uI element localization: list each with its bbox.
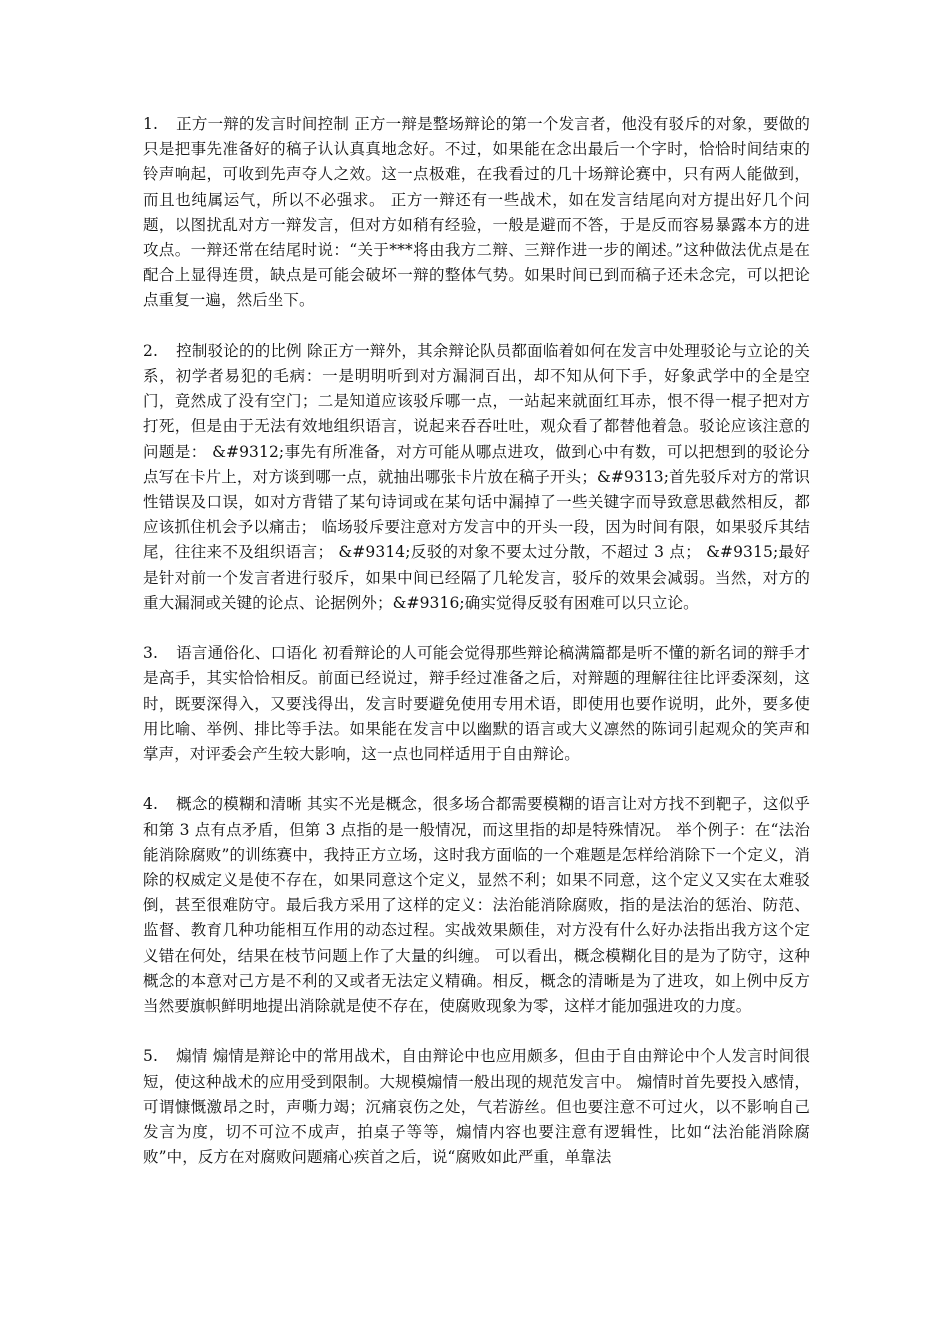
paragraph-text: 控制驳论的的比例 除正方一辩外，其余辩论队员都面临着如何在发言中处理驳论与立论的关系，初学者易犯的毛病：一是明明听到对方漏洞百出，却不知从何下手，好象武学中的全是空门，竟然成了没有空门；二是知道应该驳斥哪一点，一站起来就面红耳赤，恨不得一棍子把对方打死，但是由于无法有效地组织语言，说起来吞吞吐吐，观众看了都替他着急。驳论应该注意的问题是： &#9312;事先有所准备，对方可能从哪点进攻，做到心中有数，可以把想到的驳论分点写在卡片上，对方谈到哪一点，就抽出哪张卡片放在稿子开头；&#9313;首先驳斥对方的常识性错误及口误，如对方背错了某句诗词或在某句话中漏掉了一些关键字而导致意思截然相反，都应该抓住机会予以痛击； 临场驳斥要注意对方发言中的开头一段，因为时间有限，如果驳斥其结尾，往往来不及组织语言； &#9314;反驳的对象不要太过分散，不超过 3 点； &#9315;最好是针对前一个发言者进行驳斥，如果中间已经隔了几轮发言，驳斥的效果会减弱。当然，对方的重大漏洞或关键的论点、论据例外；&#9316;确实觉得反驳有困难可以只立论。 — [143, 341, 810, 612]
paragraph-number: 1. — [143, 115, 158, 133]
paragraph-1 — [143, 112, 810, 314]
paragraph-text: 语言通俗化、口语化 初看辩论的人可能会觉得那些辩论稿满篇都是听不懂的新名词的辩手才是高手，其实恰恰相反。前面已经说过，辩手经过准备之后，对辩题的理解往往比评委深刻，这时，既要深得入，又要浅得出，发言时要避免使用专用术语，即使用也要作说明，此外，要多使用比喻、举例、排比等手法。如果能在发言中以幽默的语言或大义凛然的陈词引起观众的笑声和掌声，对评委会产生较大影响，这一点也同样适用于自由辩论。 — [143, 644, 810, 764]
paragraph-number: 3. — [143, 644, 158, 663]
paragraph-text: 煽情 煽情是辩论中的常用战术，自由辩论中也应用颇多，但由于自由辩论中个人发言时间很短，使这种战术的应用受到限制。大规模煽情一般出现的规范发言中。 煽情时首先要投入感情，可谓慷慨激昂之时，声嘶力竭；沉痛哀伤之处，气若游丝。但也要注意不可过火，以不影响自己发言为度，切不可泣不成声，拍桌子等等，煽情内容也要注意有逻辑性，比如“法治能消除腐败”中，反方在对腐败问题痛心疾首之后，说“腐败如此严重，单靠法 — [143, 1047, 810, 1167]
paragraph-number: 4. — [143, 795, 158, 814]
paragraph-text: 正方一辩的发言时间控制 正方一辩是整场辩论的第一个发言者，他没有驳斥的对象，要做的只是把事先准备好的稿子认认真真地念好。不过，如果能在念出最后一个字时，恰恰时间结束的铃声响起，可收到先声夺人之效。这一点极难，在我看过的几十场辩论赛中，只有两人能做到，而且也纯属运气，所以不必强求。 正方一辩还有一些战术，如在发言结尾向对方提出好几个问题，以图扰乱对方一辩发言，但对方如稍有经验，一般是避而不答，于是反而容易暴露本方的进攻点。一辩还常在结尾时说：“关于***将由我方二辩、三辩作进一步的阐述。”这种做法优点是在配合上显得连贯，缺点是可能会破坏一辩的整体气势。如果时间已到而稿子还未念完，可以把论点重复一遍，然后坐下。 — [143, 115, 810, 310]
paragraph-text: 概念的模糊和清晰 其实不光是概念，很多场合都需要模糊的语言让对方找不到靶子，这似乎和第 3 点有点矛盾，但第 3 点指的是一般情况，而这里指的却是特殊情况。 举个例子：在“法治能消除腐败”的训练赛中，我持正方立场，这时我方面临的一个难题是怎样给消除下一个定义，消除的权威定义是使不存在，如果同意这个定义，显然不利；如果不同意，这个定义又实在太难驳倒，甚至很难防守。最后我方采用了这样的定义：法治能消除腐败，指的是法治的惩治、防范、监督、教育几种功能相互作用的动态过程。实战效果颇佳，对方没有什么好办法指出我方这个定义错在何处，结果在枝节问题上作了大量的纠缠。 可以看出，概念模糊化目的是为了防守，这种概念的本意对己方是不利的又或者无法定义精确。相反，概念的清晰是为了进攻，如上例中反方当然要旗帜鲜明地提出消除就是使不存在，使腐败现象为零，这样才能加强进攻的力度。 — [143, 795, 810, 1016]
paragraph-number: 2. — [143, 341, 158, 360]
document-body — [143, 112, 810, 1196]
paragraph-3 — [143, 641, 810, 767]
paragraph-number: 5. — [143, 1047, 158, 1066]
paragraph-4 — [143, 792, 810, 1019]
paragraph-5 — [143, 1044, 810, 1170]
paragraph-2 — [143, 339, 810, 616]
